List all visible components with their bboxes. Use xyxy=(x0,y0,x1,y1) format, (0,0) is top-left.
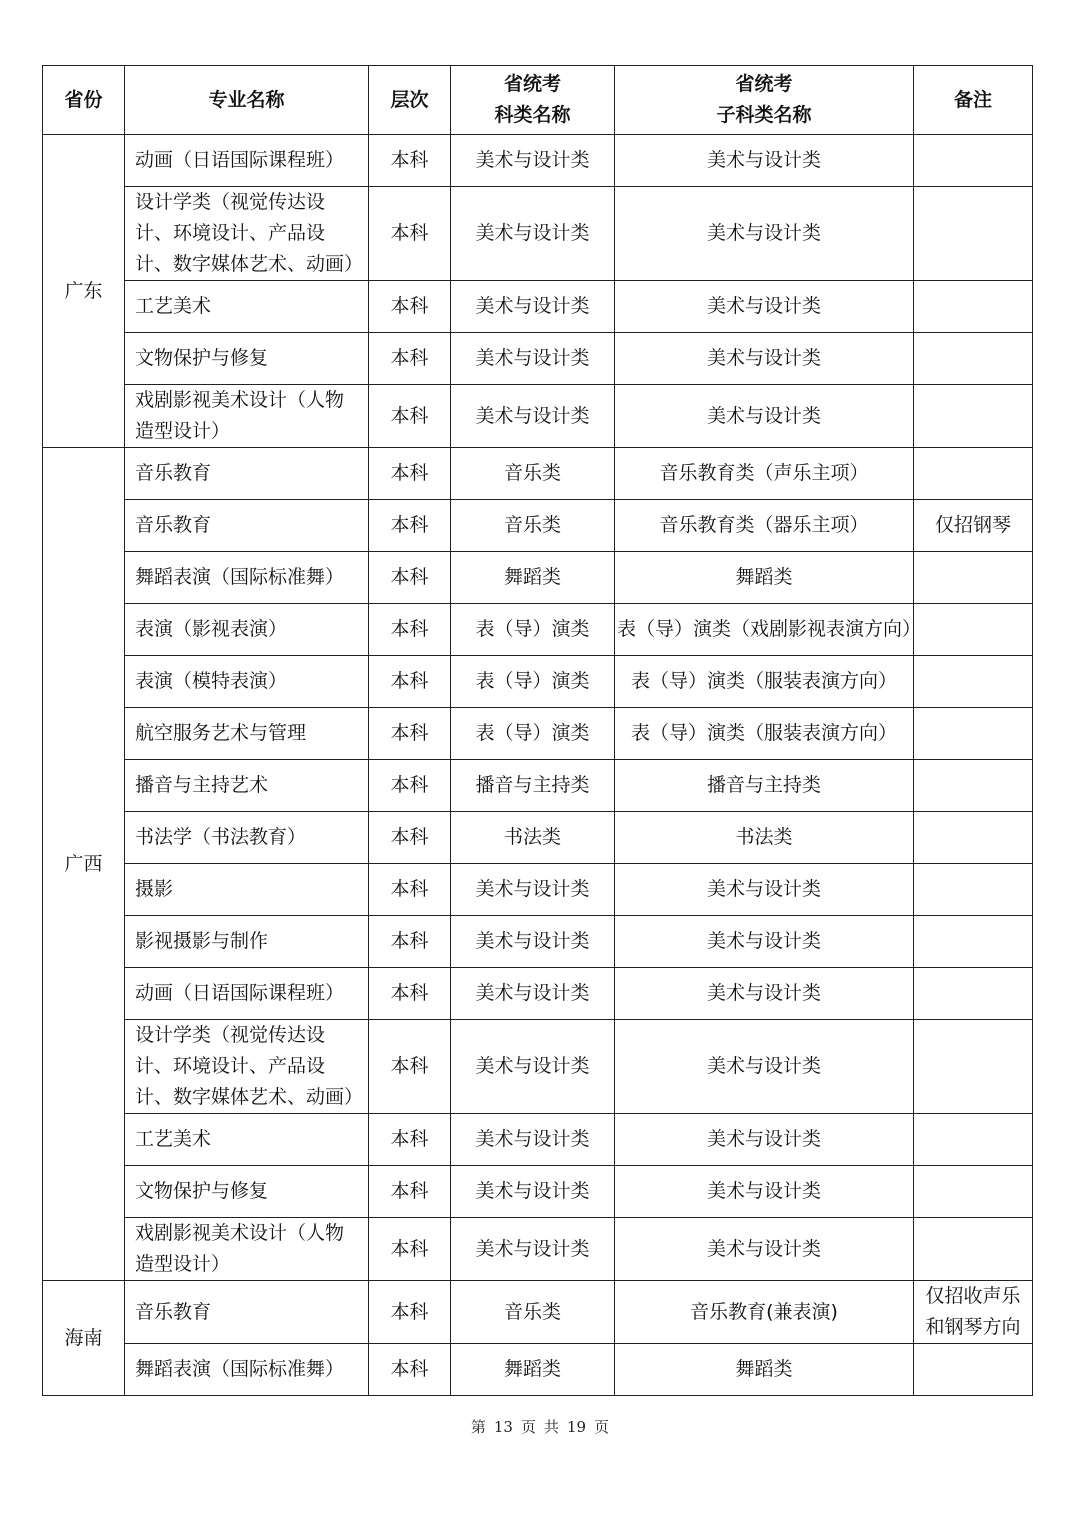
category-cell: 表（导）演类 xyxy=(451,708,615,760)
table-row xyxy=(43,760,1033,812)
category-cell: 美术与设计类 xyxy=(451,333,615,385)
major-cell: 动画（日语国际课程班） xyxy=(125,135,369,187)
footer-page-word: 页 xyxy=(520,1418,536,1436)
subcategory-cell: 美术与设计类 xyxy=(615,1114,914,1166)
header-subcategory-line1: 省统考 xyxy=(735,73,793,95)
remark-cell xyxy=(914,1166,1033,1218)
major-cell: 影视摄影与制作 xyxy=(125,916,369,968)
major-cell: 设计学类（视觉传达设计、环境设计、产品设计、数字媒体艺术、动画） xyxy=(125,187,369,281)
table-row xyxy=(43,864,1033,916)
remark-cell: 仅招钢琴 xyxy=(914,500,1033,552)
header-category xyxy=(451,66,615,135)
remark-cell xyxy=(914,1344,1033,1396)
header-major: 专业名称 xyxy=(125,66,369,135)
level-cell: 本科 xyxy=(369,1281,451,1344)
category-cell: 美术与设计类 xyxy=(451,281,615,333)
subcategory-cell: 美术与设计类 xyxy=(615,333,914,385)
subcategory-cell: 美术与设计类 xyxy=(615,187,914,281)
remark-cell xyxy=(914,552,1033,604)
table-row xyxy=(43,916,1033,968)
subcategory-cell: 音乐教育类（器乐主项） xyxy=(615,500,914,552)
subcategory-cell: 表（导）演类（服装表演方向） xyxy=(615,656,914,708)
header-row xyxy=(43,66,1033,135)
major-cell: 舞蹈表演（国际标准舞） xyxy=(125,1344,369,1396)
footer-current-page: 13 xyxy=(493,1418,513,1436)
category-cell: 美术与设计类 xyxy=(451,385,615,448)
level-cell: 本科 xyxy=(369,1218,451,1281)
table-row xyxy=(43,135,1033,187)
table-row xyxy=(43,187,1033,281)
remark-cell xyxy=(914,281,1033,333)
subcategory-cell: 美术与设计类 xyxy=(615,1020,914,1114)
remark-cell xyxy=(914,135,1033,187)
major-cell: 音乐教育 xyxy=(125,500,369,552)
remark-cell xyxy=(914,448,1033,500)
table-row xyxy=(43,385,1033,448)
major-cell: 表演（影视表演） xyxy=(125,604,369,656)
header-subcategory-line2: 子科类名称 xyxy=(716,104,812,126)
remark-cell xyxy=(914,812,1033,864)
level-cell: 本科 xyxy=(369,760,451,812)
remark-cell xyxy=(914,708,1033,760)
subcategory-cell: 美术与设计类 xyxy=(615,1218,914,1281)
subcategory-cell: 美术与设计类 xyxy=(615,968,914,1020)
major-cell: 文物保护与修复 xyxy=(125,333,369,385)
major-cell: 工艺美术 xyxy=(125,281,369,333)
category-cell: 播音与主持类 xyxy=(451,760,615,812)
level-cell: 本科 xyxy=(369,385,451,448)
level-cell: 本科 xyxy=(369,968,451,1020)
province-cell: 广东 xyxy=(43,135,125,448)
major-cell: 文物保护与修复 xyxy=(125,1166,369,1218)
remark-cell xyxy=(914,1218,1033,1281)
major-cell: 设计学类（视觉传达设计、环境设计、产品设计、数字媒体艺术、动画） xyxy=(125,1020,369,1114)
table-row xyxy=(43,708,1033,760)
province-cell: 海南 xyxy=(43,1281,125,1396)
remark-cell xyxy=(914,864,1033,916)
category-cell: 音乐类 xyxy=(451,448,615,500)
level-cell: 本科 xyxy=(369,656,451,708)
subcategory-cell: 美术与设计类 xyxy=(615,1166,914,1218)
footer-total-word: 共 xyxy=(544,1418,560,1436)
category-cell: 舞蹈类 xyxy=(451,1344,615,1396)
table-row xyxy=(43,656,1033,708)
subcategory-cell: 美术与设计类 xyxy=(615,864,914,916)
category-cell: 表（导）演类 xyxy=(451,604,615,656)
major-cell: 书法学（书法教育） xyxy=(125,812,369,864)
table-row xyxy=(43,448,1033,500)
level-cell: 本科 xyxy=(369,448,451,500)
level-cell: 本科 xyxy=(369,552,451,604)
table-row xyxy=(43,552,1033,604)
subcategory-cell: 舞蹈类 xyxy=(615,1344,914,1396)
table-row xyxy=(43,1218,1033,1281)
remark-cell xyxy=(914,656,1033,708)
table-row xyxy=(43,1114,1033,1166)
header-province: 省份 xyxy=(43,66,125,135)
major-cell: 戏剧影视美术设计（人物造型设计） xyxy=(125,385,369,448)
subcategory-cell: 美术与设计类 xyxy=(615,916,914,968)
table-row xyxy=(43,1281,1033,1344)
header-subcategory xyxy=(615,66,914,135)
category-cell: 美术与设计类 xyxy=(451,135,615,187)
footer-prefix: 第 xyxy=(470,1418,486,1436)
footer-suffix: 页 xyxy=(594,1418,610,1436)
major-cell: 音乐教育 xyxy=(125,448,369,500)
level-cell: 本科 xyxy=(369,604,451,656)
level-cell: 本科 xyxy=(369,187,451,281)
level-cell: 本科 xyxy=(369,1166,451,1218)
subcategory-cell: 表（导）演类（戏剧影视表演方向） xyxy=(615,604,914,656)
subcategory-cell: 舞蹈类 xyxy=(615,552,914,604)
level-cell: 本科 xyxy=(369,1020,451,1114)
header-category-line2: 科类名称 xyxy=(494,104,571,126)
level-cell: 本科 xyxy=(369,333,451,385)
subcategory-cell: 美术与设计类 xyxy=(615,135,914,187)
major-cell: 戏剧影视美术设计（人物造型设计） xyxy=(125,1218,369,1281)
level-cell: 本科 xyxy=(369,708,451,760)
page-footer xyxy=(0,1416,1080,1437)
table-row xyxy=(43,500,1033,552)
level-cell: 本科 xyxy=(369,812,451,864)
subcategory-cell: 美术与设计类 xyxy=(615,281,914,333)
category-cell: 美术与设计类 xyxy=(451,1218,615,1281)
major-cell: 播音与主持艺术 xyxy=(125,760,369,812)
level-cell: 本科 xyxy=(369,1344,451,1396)
subcategory-cell: 播音与主持类 xyxy=(615,760,914,812)
remark-cell xyxy=(914,333,1033,385)
table-row xyxy=(43,604,1033,656)
table-row xyxy=(43,1166,1033,1218)
header-level: 层次 xyxy=(369,66,451,135)
major-cell: 音乐教育 xyxy=(125,1281,369,1344)
category-cell: 美术与设计类 xyxy=(451,187,615,281)
remark-cell: 仅招收声乐和钢琴方向 xyxy=(914,1281,1033,1344)
subcategory-cell: 美术与设计类 xyxy=(615,385,914,448)
level-cell: 本科 xyxy=(369,135,451,187)
category-cell: 美术与设计类 xyxy=(451,1020,615,1114)
remark-cell xyxy=(914,187,1033,281)
table-row xyxy=(43,968,1033,1020)
level-cell: 本科 xyxy=(369,916,451,968)
subcategory-cell: 书法类 xyxy=(615,812,914,864)
major-cell: 航空服务艺术与管理 xyxy=(125,708,369,760)
category-cell: 美术与设计类 xyxy=(451,1114,615,1166)
category-cell: 美术与设计类 xyxy=(451,968,615,1020)
table-row xyxy=(43,281,1033,333)
level-cell: 本科 xyxy=(369,864,451,916)
subcategory-cell: 音乐教育(兼表演) xyxy=(615,1281,914,1344)
table-row xyxy=(43,1020,1033,1114)
remark-cell xyxy=(914,760,1033,812)
major-cell: 摄影 xyxy=(125,864,369,916)
category-cell: 表（导）演类 xyxy=(451,656,615,708)
remark-cell xyxy=(914,604,1033,656)
header-remark: 备注 xyxy=(914,66,1033,135)
major-cell: 动画（日语国际课程班） xyxy=(125,968,369,1020)
remark-cell xyxy=(914,968,1033,1020)
admissions-table xyxy=(42,65,1033,1396)
subcategory-cell: 音乐教育类（声乐主项） xyxy=(615,448,914,500)
level-cell: 本科 xyxy=(369,1114,451,1166)
category-cell: 音乐类 xyxy=(451,1281,615,1344)
category-cell: 音乐类 xyxy=(451,500,615,552)
major-cell: 舞蹈表演（国际标准舞） xyxy=(125,552,369,604)
major-cell: 表演（模特表演） xyxy=(125,656,369,708)
category-cell: 美术与设计类 xyxy=(451,1166,615,1218)
remark-cell xyxy=(914,916,1033,968)
level-cell: 本科 xyxy=(369,500,451,552)
subcategory-cell: 表（导）演类（服装表演方向） xyxy=(615,708,914,760)
category-cell: 舞蹈类 xyxy=(451,552,615,604)
remark-cell xyxy=(914,1114,1033,1166)
category-cell: 美术与设计类 xyxy=(451,864,615,916)
header-category-line1: 省统考 xyxy=(503,73,561,95)
level-cell: 本科 xyxy=(369,281,451,333)
table-row xyxy=(43,1344,1033,1396)
remark-cell xyxy=(914,385,1033,448)
table-row xyxy=(43,333,1033,385)
remark-cell xyxy=(914,1020,1033,1114)
table-row xyxy=(43,812,1033,864)
province-cell: 广西 xyxy=(43,448,125,1281)
footer-total-pages: 19 xyxy=(567,1418,587,1436)
category-cell: 美术与设计类 xyxy=(451,916,615,968)
major-cell: 工艺美术 xyxy=(125,1114,369,1166)
category-cell: 书法类 xyxy=(451,812,615,864)
